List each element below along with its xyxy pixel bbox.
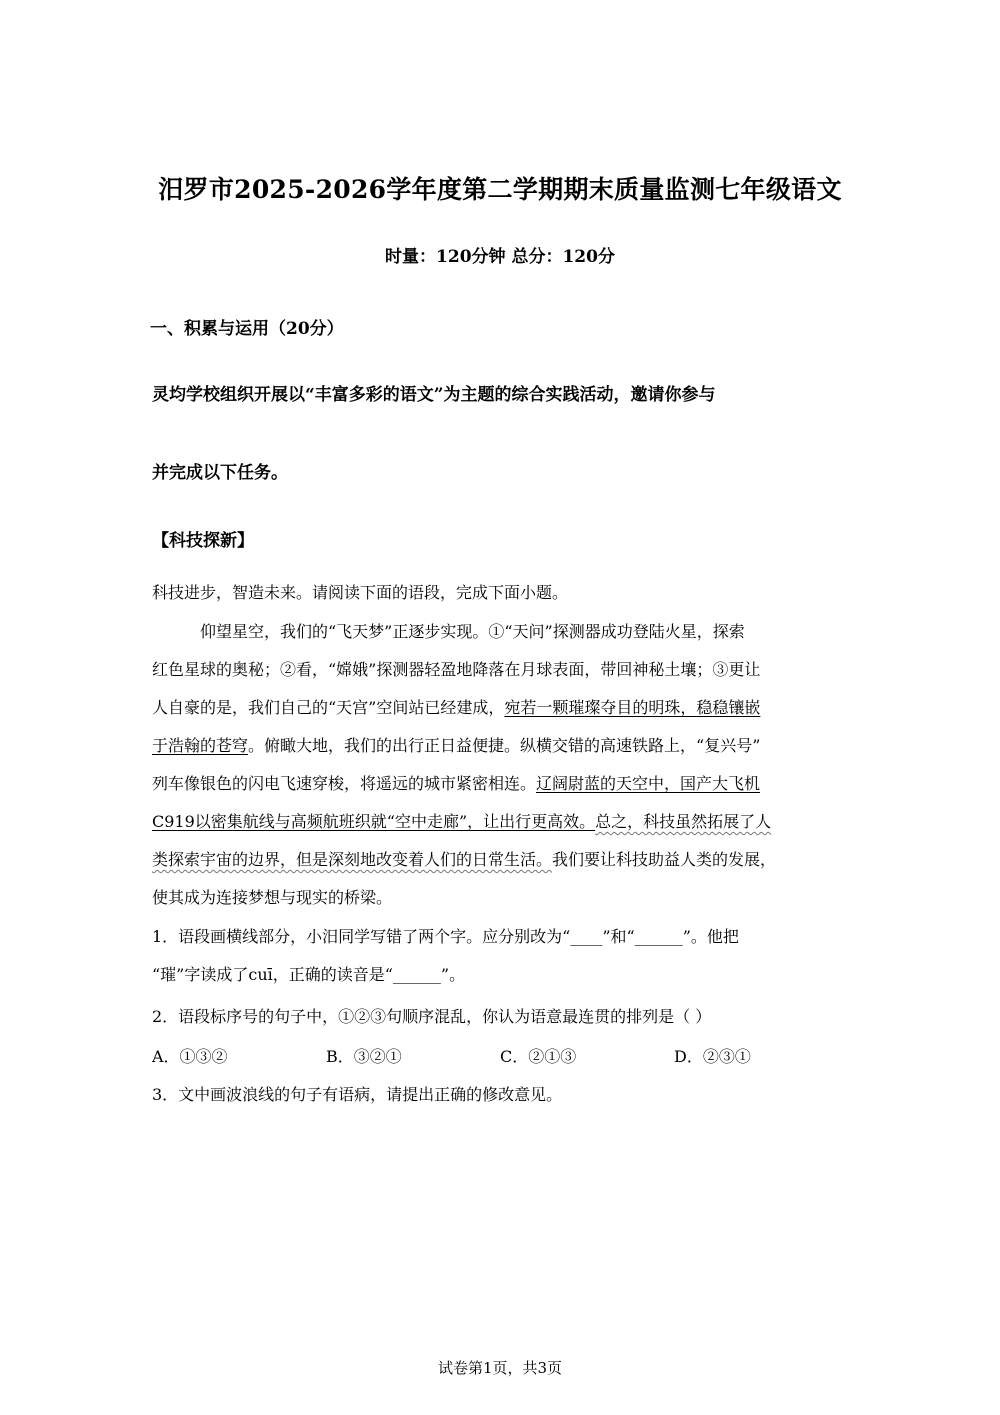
question-2: 2．语段标序号的句子中，①②③句顺序混乱，你认为语意最连贯的排列是（ ） — [152, 1007, 712, 1026]
passage-line: 使其成为连接梦想与现实的桥梁。 — [152, 888, 393, 907]
question-1-line-2: “璀”字读成了cuī，正确的读音是“______”。 — [152, 965, 466, 984]
passage-line: 红色星球的奥秘；②看，“嫦娥”探测器轻盈地降落在月球表面，带回神秘土壤；③更让 — [152, 660, 761, 679]
section-intro-line-1: 灵均学校组织开展以“丰富多彩的语文”为主题的综合实践活动，邀请你参与 — [152, 385, 716, 405]
reading-prompt: 科技进步，智造未来。请阅读下面的语段，完成下面小题。 — [152, 583, 569, 602]
passage-line — [152, 809, 771, 832]
page-title: 汨罗市2025-2026学年度第二学期期末质量监测七年级语文 — [158, 175, 842, 204]
section-intro-line-2: 并完成以下任务。 — [152, 463, 288, 483]
section-heading: 一、积累与运用（20分） — [150, 319, 344, 339]
option-a: A．①③② — [152, 1047, 228, 1066]
passage-line — [152, 847, 776, 870]
passage-line — [152, 771, 760, 794]
option-d: D．②③① — [674, 1047, 751, 1066]
underlined-text: 于浩翰的苍穹 — [152, 736, 249, 755]
wavy-underlined-text: 总之，科技虽然拓展了人 — [595, 812, 772, 831]
passage-line — [152, 695, 760, 718]
passage-text: 列车像银色的闪电飞速穿梭，将遥远的城市紧密相连。 — [152, 774, 537, 793]
underlined-text: C919以密集航线与高频航班织就“空中走廊”，让出行更高效。 — [152, 812, 596, 831]
passage-line — [152, 733, 760, 756]
sub-section-heading: 【科技探新】 — [152, 531, 254, 551]
underlined-text: 辽阔尉蓝的天空中，国产大飞机 — [536, 774, 761, 793]
wavy-underlined-text: 类探索宇宙的边界，但是深刻地改变着人们的日常生活。 — [152, 850, 553, 869]
option-b: B．③②① — [326, 1047, 402, 1066]
passage-line: 仰望星空，我们的“飞天梦”正逐步实现。①“天问”探测器成功登陆火星，探索 — [200, 622, 745, 641]
question-1-line-1: 1．语段画横线部分，小汨同学写错了两个字。应分别改为“____”和“______”。他把 — [152, 927, 739, 946]
passage-text: 人自豪的是，我们自己的“天宫”空间站已经建成， — [152, 698, 505, 717]
underlined-text: 宛若一颗璀璨夺目的明珠，稳稳镶嵌 — [504, 698, 761, 717]
passage-text: 我们要让科技助益人类的发展， — [552, 850, 777, 869]
exam-time-and-score: 时量：120分钟 总分：120分 — [385, 247, 615, 267]
page-footer: 试卷第1页，共3页 — [437, 1359, 563, 1377]
question-3: 3．文中画波浪线的句子有语病，请提出正确的修改意见。 — [152, 1085, 563, 1104]
option-c: C．②①③ — [500, 1047, 577, 1066]
passage-text: 。俯瞰大地，我们的出行正日益便捷。纵横交错的高速铁路上，“复兴号” — [248, 736, 761, 755]
